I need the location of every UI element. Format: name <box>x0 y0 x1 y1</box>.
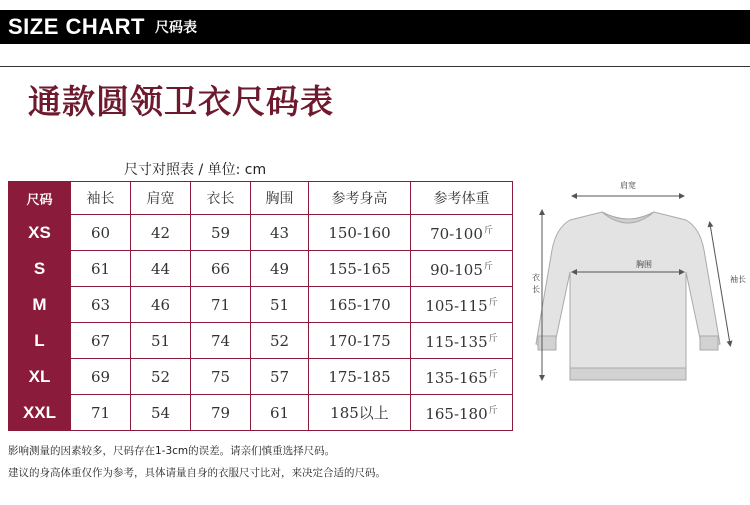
height-cell: 175-185 <box>309 359 411 395</box>
height-cell: 170-175 <box>309 323 411 359</box>
chest-cell: 61 <box>251 395 309 431</box>
shoulder-cell: 46 <box>131 287 191 323</box>
sleeve-label: 袖长 <box>730 275 746 284</box>
sleeve-cell: 71 <box>71 395 131 431</box>
divider <box>0 66 750 67</box>
column-header-shoulder: 肩宽 <box>131 182 191 215</box>
size-cell: XL <box>9 359 71 395</box>
size-chart-header <box>0 10 750 44</box>
table-row <box>9 251 513 287</box>
weight-value: 90-105 <box>430 260 483 279</box>
table-row <box>9 215 513 251</box>
weight-unit: 斤 <box>483 225 493 236</box>
notes <box>8 440 386 484</box>
height-cell: 150-160 <box>309 215 411 251</box>
column-header-length: 衣长 <box>191 182 251 215</box>
weight-unit: 斤 <box>488 333 498 344</box>
length-label-2: 长 <box>532 285 540 294</box>
header-title-cn: 尺码表 <box>155 20 197 36</box>
shoulder-cell: 54 <box>131 395 191 431</box>
size-cell: XS <box>9 215 71 251</box>
length-cell: 75 <box>191 359 251 395</box>
length-cell: 59 <box>191 215 251 251</box>
size-cell: L <box>9 323 71 359</box>
page-title: 通款圆领卫衣尺码表 <box>28 82 334 121</box>
sleeve-cell: 63 <box>71 287 131 323</box>
table-row <box>9 287 513 323</box>
weight-value: 165-180 <box>425 404 488 423</box>
table-header-row <box>9 182 513 215</box>
sleeve-cell: 67 <box>71 323 131 359</box>
sweatshirt-body <box>536 212 720 378</box>
table-row <box>9 395 513 431</box>
column-header-chest: 胸围 <box>251 182 309 215</box>
right-cuff <box>700 336 718 350</box>
weight-value: 105-115 <box>425 296 488 315</box>
column-header-sleeve: 袖长 <box>71 182 131 215</box>
header-title-en: SIZE CHART <box>8 14 145 39</box>
sleeve-cell: 61 <box>71 251 131 287</box>
chest-label: 胸围 <box>636 260 652 269</box>
note-line: 影响测量的因素较多，尺码存在1-3cm的误差。请亲们慎重选择尺码。 <box>8 445 336 457</box>
left-cuff <box>538 336 556 350</box>
shoulder-cell: 42 <box>131 215 191 251</box>
chest-cell: 52 <box>251 323 309 359</box>
hem-ribbing <box>570 368 686 380</box>
length-cell: 74 <box>191 323 251 359</box>
chest-cell: 57 <box>251 359 309 395</box>
weight-unit: 斤 <box>488 405 498 416</box>
shoulder-label: 肩宽 <box>620 181 636 190</box>
weight-unit: 斤 <box>488 369 498 380</box>
length-cell: 79 <box>191 395 251 431</box>
sleeve-cell: 60 <box>71 215 131 251</box>
column-header-weight: 参考体重 <box>411 182 513 215</box>
height-cell: 185以上 <box>309 395 411 431</box>
shoulder-cell: 52 <box>131 359 191 395</box>
length-cell: 71 <box>191 287 251 323</box>
size-table <box>8 181 513 431</box>
chest-cell: 49 <box>251 251 309 287</box>
chest-cell: 43 <box>251 215 309 251</box>
length-cell: 66 <box>191 251 251 287</box>
size-cell: M <box>9 287 71 323</box>
weight-cell <box>411 215 513 251</box>
weight-unit: 斤 <box>488 297 498 308</box>
column-header-height: 参考身高 <box>309 182 411 215</box>
sweatshirt-measurement-diagram <box>524 168 750 408</box>
size-cell: XXL <box>9 395 71 431</box>
height-cell: 165-170 <box>309 287 411 323</box>
shoulder-cell: 51 <box>131 323 191 359</box>
sleeve-cell: 69 <box>71 359 131 395</box>
note-line: 建议的身高体重仅作为参考，具体请量自身的衣服尺寸比对，来决定合适的尺码。 <box>8 467 386 479</box>
length-label-1: 衣 <box>532 273 540 282</box>
weight-value: 135-165 <box>425 368 488 387</box>
table-row <box>9 359 513 395</box>
chest-cell: 51 <box>251 287 309 323</box>
weight-cell <box>411 323 513 359</box>
unit-note: 尺寸对照表 / 单位: cm <box>124 162 267 178</box>
table-row <box>9 323 513 359</box>
weight-unit: 斤 <box>483 261 493 272</box>
size-cell: S <box>9 251 71 287</box>
weight-cell <box>411 395 513 431</box>
shoulder-cell: 44 <box>131 251 191 287</box>
weight-cell <box>411 359 513 395</box>
weight-cell <box>411 287 513 323</box>
weight-value: 70-100 <box>430 224 483 243</box>
column-header-size: 尺码 <box>9 182 71 215</box>
weight-cell <box>411 251 513 287</box>
weight-value: 115-135 <box>425 332 488 351</box>
height-cell: 155-165 <box>309 251 411 287</box>
